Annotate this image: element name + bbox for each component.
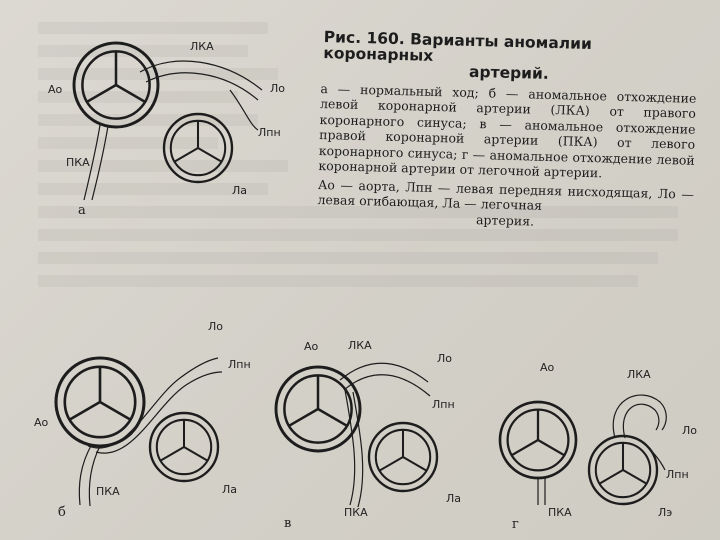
left-artery-vessel <box>96 372 222 453</box>
caption-legend: Ао — аорта, Лпн — левая передняя нисходящая, Ло — левая огибающая, Ла — легочная <box>317 176 695 213</box>
pulmonary-circle <box>150 413 218 481</box>
aorta-circle <box>56 358 144 446</box>
figure-letter: а <box>78 203 86 218</box>
lka-vessel <box>623 404 659 438</box>
figure-letter: г <box>512 517 519 532</box>
label-pka: ПКА <box>96 485 120 498</box>
label-pka: ПКА <box>548 506 572 519</box>
label-lpn: Лпн <box>258 126 281 139</box>
label-lo: Ло <box>208 320 224 333</box>
label-ao: Ао <box>304 340 319 353</box>
label-lka: ЛКА <box>348 339 372 352</box>
label-lo: Ло <box>270 82 286 95</box>
figure-a <box>48 40 285 218</box>
caption-title-cont: артерий. <box>468 62 550 83</box>
figure-g <box>500 361 697 532</box>
label-lo: Ло <box>437 352 453 365</box>
pka-vessel <box>92 126 108 200</box>
label-pka: ПКА <box>66 156 90 169</box>
lka-vessel <box>146 73 258 100</box>
label-lka: ЛКА <box>627 368 651 381</box>
label-la: Ла <box>446 492 462 505</box>
figure-v <box>276 339 461 531</box>
label-la: Лэ <box>658 506 673 519</box>
pka-vessel <box>345 390 355 505</box>
label-lpn: Лпн <box>228 358 251 371</box>
figure-letter: в <box>284 516 292 531</box>
label-lpn: Лпн <box>432 398 455 411</box>
label-pka: ПКА <box>344 506 368 519</box>
label-ao: Ао <box>540 361 555 374</box>
aorta-circle <box>500 402 576 478</box>
caption-body: а — нормальный ход; б — аномальное отхождение левой коронарной артерии (ЛКА) от правого коронарного синуса; в — аномальное отхождение правой коронарной артерии (ПКА) от левого коронарного синуса; г — аномальное отхождение левой коронарной артерии от легочной артерии. <box>318 80 697 181</box>
lka-vessel <box>340 363 428 382</box>
label-lo: Ло <box>682 424 698 437</box>
caption-title: Рис. 160. Варианты аномалии коронарных <box>323 28 593 65</box>
figure-b <box>34 320 251 520</box>
aorta-circle <box>74 43 158 127</box>
label-la: Ла <box>232 184 248 197</box>
pulmonary-circle <box>164 114 232 182</box>
figure-caption <box>317 30 698 233</box>
figure-letter: б <box>58 505 66 520</box>
label-ao: Ао <box>48 83 63 96</box>
label-lpn: Лпн <box>666 468 689 481</box>
label-la: Ла <box>222 483 238 496</box>
caption-legend-end: артерия. <box>475 211 535 229</box>
pulmonary-circle <box>369 423 437 491</box>
aorta-circle <box>276 367 360 451</box>
label-ao: Ао <box>34 416 49 429</box>
pka-vessel <box>79 444 92 505</box>
label-lka: ЛКА <box>190 40 214 53</box>
